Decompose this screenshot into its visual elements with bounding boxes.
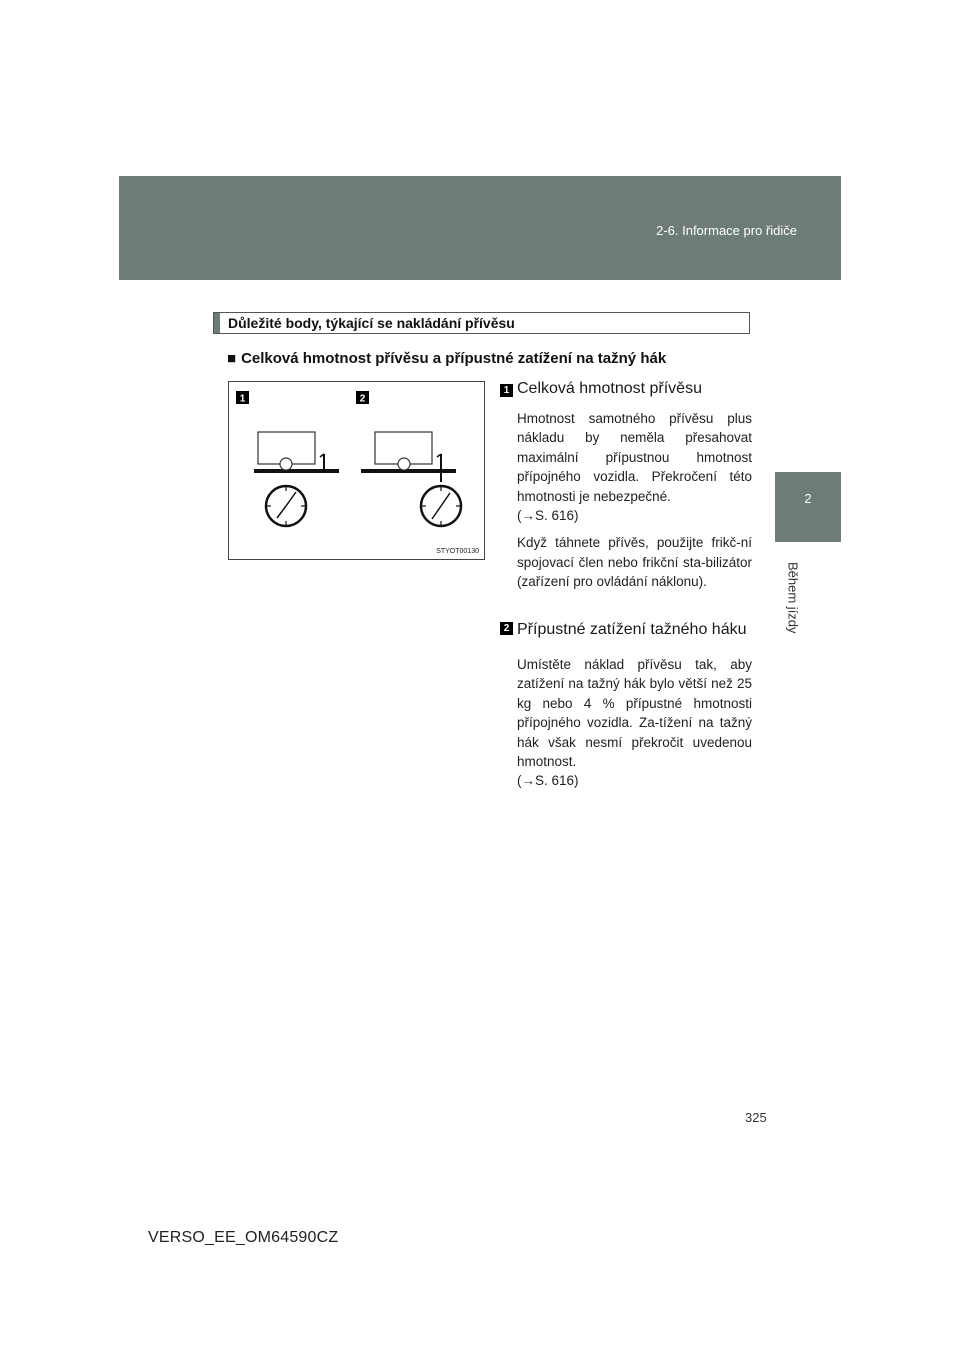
chapter-side-label-text: Během jízdy	[785, 562, 801, 634]
section-title: Důležité body, týkající se nakládání přívěsu	[228, 315, 515, 331]
item-1-heading	[500, 380, 752, 398]
section-title-box	[213, 312, 750, 334]
item-2-title: Přípustné zatížení tažného háku	[517, 621, 747, 638]
item-2-heading	[500, 618, 752, 641]
item-1	[500, 380, 752, 592]
page-number: 325	[745, 1110, 767, 1125]
trailer-scale-2	[361, 432, 461, 526]
chapter-side-label	[778, 548, 808, 648]
item-1-title: Celková hmotnost přívěsu	[517, 380, 702, 397]
square-bullet-icon: ■	[227, 350, 237, 367]
trailer-weight-illustration	[228, 381, 485, 560]
chapter-number: 2	[804, 491, 812, 506]
chapter-title: 2-6. Informace pro řidiče	[656, 223, 797, 238]
header-band	[119, 176, 841, 280]
item-2-paragraph-1: Umístěte náklad přívěsu tak, aby zatížení na tažný hák bylo větší než 25 kg nebo 4 % přípustné hmotnosti přípojného vozidla. Za-tížení na tažný hák však nesmí překročit uvedenou hmotnost.	[517, 657, 752, 770]
item-1-paragraph-1: Hmotnost samotného přívěsu plus nákladu by neměla přesahovat maximální přípustnou hmotnost přípojného vozidla. Překročení této hmotnosti je nebezpečné.	[517, 411, 752, 504]
trailer-wheel-2	[398, 458, 410, 470]
badge-2-label: 2	[359, 393, 366, 405]
item-1-reference: (→S. 616)	[517, 508, 579, 524]
item-2-reference: (→S. 616)	[517, 773, 579, 789]
document-code: VERSO_EE_OM64590CZ	[148, 1229, 339, 1246]
item-2	[500, 618, 752, 791]
item-1-badge: 1	[500, 384, 513, 397]
item-2-badge: 2	[500, 622, 513, 635]
subheading-text: Celková hmotnost přívěsu a přípustné zatížení na tažný hák	[241, 350, 667, 367]
trailer-scale-diagram	[229, 382, 484, 559]
badge-1-label: 1	[239, 393, 246, 405]
item-1-paragraph-2: Když táhnete přívěs, použijte frikč-ní spojovací člen nebo frikční sta-bilizátor (zařízení pro ovládání náklonu).	[517, 535, 752, 590]
section-title-bar	[214, 313, 220, 333]
chapter-tab	[775, 472, 841, 542]
trailer-wheel-1	[280, 458, 292, 470]
subheading	[227, 350, 666, 367]
illustration-code: STYOT00130	[436, 548, 479, 555]
trailer-scale-1	[254, 432, 339, 526]
